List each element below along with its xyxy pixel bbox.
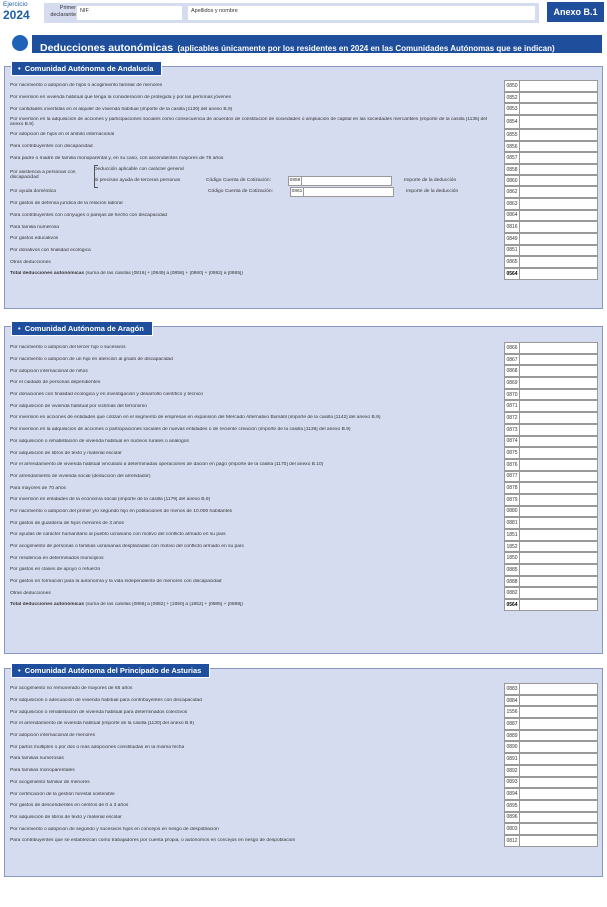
box-code: 0887 (504, 718, 520, 730)
deduction-row (10, 823, 598, 835)
amount-input[interactable] (520, 482, 598, 494)
amount-input[interactable] (520, 788, 598, 800)
deduction-label: Por inversión en vivienda habitual que tenga la consideración de protegida y por las personas jóvenes (10, 95, 232, 101)
asistencia-label: Por asistencia a personas con discapacidad (10, 170, 76, 181)
amount-input[interactable] (520, 552, 598, 564)
nif-label: NIF (80, 8, 89, 14)
deduction-label: Por adopción internacional de niños (10, 368, 88, 374)
title-sub: (aplicables únicamente por los residentes en 2024 en las Comunidades Autónomas que se indican) (177, 44, 555, 53)
deduction-label: Para familia numerosa (10, 224, 59, 230)
deduction-row (10, 129, 598, 141)
box-code: 1850 (504, 552, 520, 564)
deduction-label: Por gastos en formación para la autonomía y la vida independiente de menores con discapacidad (10, 579, 222, 585)
deduction-row (10, 389, 598, 401)
deduction-label: Por cantidades invertidas en el alquiler de vivienda habitual (importe de la casilla [1130] del anexo B.9) (10, 106, 233, 112)
amount-input[interactable] (520, 210, 598, 222)
nif-field[interactable] (77, 6, 182, 20)
deduction-row (10, 92, 598, 104)
deduction-label: Por donativos con finalidad ecológica (10, 247, 91, 253)
deduction-row (10, 587, 598, 599)
box-code: 1851 (504, 529, 520, 541)
deduction-row (10, 718, 598, 730)
deduction-row (10, 141, 598, 153)
amount-input[interactable] (520, 129, 598, 141)
box-code: 0880 (504, 506, 520, 518)
deduction-row (10, 152, 598, 164)
deduction-label: Por nacimiento o adopción del primer y/o segundo hijo en poblaciones de menos de 10.000 habitantes (10, 508, 233, 514)
amount-input[interactable] (520, 695, 598, 707)
box-code: 0864 (504, 210, 520, 222)
deduction-row (10, 777, 598, 789)
deduction-label: Por adopción internacional de menores (10, 733, 96, 739)
deduction-row (10, 800, 598, 812)
amount-input[interactable] (520, 342, 598, 354)
deduction-label: Por acogimiento no remunerado de mayores de 65 años (10, 686, 133, 692)
box-code: 0896 (504, 812, 520, 824)
box-code: 0872 (504, 412, 520, 424)
title-main: Deducciones autonómicas (40, 42, 174, 54)
deduction-label: Por inversión en la adquisición de acciones o participaciones sociales de nuevas entidades o de reciente creación (importe de la casilla [1136] del anexo B.9) (10, 427, 351, 433)
deduction-row (10, 683, 598, 695)
deduction-row (10, 354, 598, 366)
box-code: 0867 (504, 354, 520, 366)
amount-input[interactable] (520, 400, 598, 412)
total-label: Total deducciones autonómicas (10, 602, 85, 608)
deduction-label: Para padre o madre de familia monoparental y, en su caso, con ascendientes mayores de 75 años (10, 155, 224, 161)
total-label: Total deducciones autonómicas (10, 271, 85, 277)
box-code: 0877 (504, 471, 520, 483)
deduction-row (10, 233, 598, 245)
ejercicio-label: Ejercicio (3, 1, 28, 8)
box-code: 0857 (504, 152, 520, 164)
amount-input[interactable] (520, 164, 598, 175)
amount-input[interactable] (520, 424, 598, 436)
header (0, 0, 607, 26)
box-code: 1556 (504, 706, 520, 718)
amount-input[interactable] (520, 706, 598, 718)
section-title: • Comunidad Autónoma del Principado de Asturias (11, 663, 210, 678)
deduction-row (10, 541, 598, 553)
box-code: 0803 (504, 823, 520, 835)
deduction-label: Por acogimiento de personas o familias ucranianas desplazadas con motivo del conflicto armado en su país (10, 544, 244, 550)
box-code: 0875 (504, 447, 520, 459)
deduction-label: Por nacimiento o adopción de hijos o acogimiento familiar de menores (10, 83, 163, 89)
ccc-label: Código Cuenta de Cotización: (208, 189, 273, 195)
box-code: 0891 (504, 753, 520, 765)
amount-input[interactable] (520, 765, 598, 777)
box-code: 0894 (504, 788, 520, 800)
amount-input[interactable] (520, 256, 598, 268)
deduction-label: Para contribuyentes con discapacidad (10, 144, 93, 150)
section-aragon (4, 326, 603, 654)
deduction-label: Para familias monoparentales (10, 768, 75, 774)
deduction-label: Por inversión en la adquisición de acciones y participaciones sociales como consecuencia de acuerdos de constitución de sociedades o ampliación de capital en las sociedades mercantiles (importe de la casilla [1136] del anexo B.9) (10, 117, 488, 128)
ccc-code: 0861 (290, 187, 304, 197)
box-code: 0878 (504, 482, 520, 494)
deduction-row (10, 342, 598, 354)
deduction-label: Por acogimiento familiar de menores (10, 779, 90, 785)
box-code: 0856 (504, 141, 520, 153)
box-code: 0885 (504, 564, 520, 576)
title-bullet-icon (12, 35, 28, 51)
box-code: 0854 (504, 115, 520, 129)
amount-input[interactable] (520, 141, 598, 153)
deduction-label: Para contribuyentes con cónyuges o parejas de hecho con discapacidad (10, 212, 168, 218)
anexo-badge: Anexo B.1 (547, 2, 604, 22)
amount-input[interactable] (520, 730, 598, 742)
deduction-label: Por adquisición de libros de texto y material escolar (10, 814, 122, 820)
deduction-row (10, 365, 598, 377)
box-code: 0868 (504, 365, 520, 377)
total-row (10, 599, 598, 611)
deduction-row (10, 256, 598, 268)
deduction-label: Por arrendamiento de vivienda social (deducción del arrendador) (10, 473, 151, 479)
amount-input[interactable] (520, 683, 598, 695)
box-code: 0879 (504, 494, 520, 506)
amount-input[interactable] (520, 471, 598, 483)
amount-input[interactable] (520, 80, 598, 92)
deduction-label: Por residencia en determinados municipios (10, 555, 104, 561)
box-code: 0889 (504, 730, 520, 742)
amount-input[interactable] (520, 354, 598, 366)
section-title: • Comunidad Autónoma de Andalucía (11, 61, 162, 76)
deduction-row (10, 80, 598, 92)
box-code: 0893 (504, 777, 520, 789)
box-code: 0866 (504, 342, 520, 354)
deduction-row (10, 741, 598, 753)
amount-input[interactable] (520, 517, 598, 529)
box-code: 0890 (504, 741, 520, 753)
deduction-label: Para familias numerosas (10, 756, 64, 762)
box-code: 0865 (504, 256, 520, 268)
deduction-label: Por el arrendamiento de vivienda habitual (importe de la casilla [1130] del anexo B.9) (10, 721, 194, 727)
page-title (32, 35, 602, 53)
deduction-row (10, 788, 598, 800)
ccc-input[interactable] (304, 187, 394, 197)
amount-input[interactable] (520, 718, 598, 730)
box-code: 0860 (504, 175, 520, 186)
deduction-row (10, 576, 598, 588)
brace (94, 165, 98, 188)
box-code: 0895 (504, 800, 520, 812)
deduction-label: Otras deducciones (10, 259, 51, 265)
amount-input[interactable] (520, 175, 598, 186)
importe-label: Importe de la deducción (406, 189, 459, 195)
deduction-label: Por el cuidado de personas dependientes (10, 380, 101, 386)
box-code: 0812 (504, 835, 520, 847)
amount-input[interactable] (520, 800, 598, 812)
deduction-row (10, 482, 598, 494)
box-code: 0853 (504, 103, 520, 115)
deduction-label: Por adquisición o rehabilitación de vivienda habitual para determinados colectivos (10, 709, 188, 715)
total-sub-label: (suma de las casillas [0866] a [0882] + [1850] a [1852] + [0885] + [0888]) (85, 602, 244, 608)
amount-input[interactable] (520, 447, 598, 459)
deduction-row (10, 517, 598, 529)
amount-input[interactable] (520, 436, 598, 448)
amount-input[interactable] (520, 268, 598, 280)
deduction-label: Por gastos de defensa jurídica de la relación laboral (10, 201, 123, 207)
amount-input[interactable] (520, 233, 598, 245)
amount-input[interactable] (520, 599, 598, 611)
amount-input[interactable] (520, 753, 598, 765)
amount-input[interactable] (520, 186, 598, 198)
deduction-label: Otras deducciones (10, 590, 51, 596)
deduction-row (10, 835, 598, 847)
deduction-label: Por inversión en acciones de entidades que cotizan en el segmento de empresas en expansión del Mercado Alternativo Bursátil (importe de la casilla [1142] del anexo B.9) (10, 415, 381, 421)
amount-input[interactable] (520, 103, 598, 115)
amount-input[interactable] (520, 564, 598, 576)
box-code: 0863 (504, 198, 520, 210)
amount-input[interactable] (520, 92, 598, 104)
deduction-row (10, 400, 598, 412)
box-code: 0873 (504, 424, 520, 436)
box-code: 0858 (504, 164, 520, 175)
box-code: 0870 (504, 389, 520, 401)
box-code: 0876 (504, 459, 520, 471)
section-asturias (4, 668, 603, 877)
deduction-row (10, 210, 598, 222)
deduction-label: Por gastos en clases de apoyo o refuerzo (10, 567, 101, 573)
deduction-label: Por adquisición o adecuación de vivienda habitual para contribuyentes con discapacidad (10, 698, 202, 704)
deduction-row (10, 245, 598, 257)
deduction-label: Por inversión en entidades de la economía social (importe de la casilla [1179] del anexo B.9) (10, 497, 211, 503)
box-code: 0874 (504, 436, 520, 448)
deduction-row (10, 424, 598, 436)
deduction-row (10, 115, 598, 129)
box-code: 0862 (504, 186, 520, 198)
nombre-field[interactable] (188, 6, 535, 20)
amount-input[interactable] (520, 587, 598, 599)
box-code: 0883 (504, 683, 520, 695)
amount-input[interactable] (520, 198, 598, 210)
amount-input[interactable] (520, 812, 598, 824)
box-code: 0884 (504, 695, 520, 707)
nombre-label: Apellidos y nombre (191, 8, 238, 14)
importe-label: Importe de la deducción (404, 178, 457, 184)
box-code: 0852 (504, 92, 520, 104)
deduction-label: Por el arrendamiento de vivienda habitual vinculado a determinadas operaciones de dación en pago (importe de la casilla [1170] del anexo B.10) (10, 462, 324, 468)
deduction-label: Por donaciones con finalidad ecológica y en investigación y desarrollo científico y técnico (10, 392, 204, 398)
amount-input[interactable] (520, 377, 598, 389)
deduction-row (10, 753, 598, 765)
deduction-label: Por nacimiento o adopción de un hijo en atención al grado de discapacidad (10, 357, 173, 363)
box-code: 0881 (504, 517, 520, 529)
ayuda-label: Por ayuda doméstica (10, 189, 56, 195)
deduction-label: Por adquisición de vivienda habitual por víctimas del terrorismo (10, 403, 148, 409)
ccc-input[interactable] (302, 176, 392, 186)
box-code: 0869 (504, 377, 520, 389)
asistencia-row (10, 164, 598, 186)
amount-input[interactable] (520, 541, 598, 553)
deduction-row (10, 812, 598, 824)
amount-input[interactable] (520, 835, 598, 847)
deduction-row (10, 695, 598, 707)
ejercicio-year: 2024 (3, 8, 30, 22)
ayuda-row (10, 186, 598, 198)
amount-input[interactable] (520, 389, 598, 401)
box-code: 0892 (504, 765, 520, 777)
amount-input[interactable] (520, 115, 598, 129)
amount-input[interactable] (520, 741, 598, 753)
deduction-label: Por nacimiento o adopción del tercer hijo o sucesivos (10, 345, 126, 351)
box-code: 0888 (504, 576, 520, 588)
amount-input[interactable] (520, 823, 598, 835)
amount-input[interactable] (520, 777, 598, 789)
box-code: 1852 (504, 541, 520, 553)
section-title: • Comunidad Autónoma de Aragón (11, 321, 153, 336)
deduction-row (10, 529, 598, 541)
amount-input[interactable] (520, 576, 598, 588)
deduction-label: Por nacimiento o adopción de segundo y sucesivos hijos en concejos en riesgo de despoblación (10, 826, 219, 832)
amount-input[interactable] (520, 412, 598, 424)
box-code: 0564 (504, 599, 520, 611)
deduction-row (10, 198, 598, 210)
box-code: 0882 (504, 587, 520, 599)
deduction-label: Por adquisición de libros de texto y material escolar (10, 450, 122, 456)
deduction-row (10, 436, 598, 448)
deduction-row (10, 459, 598, 471)
ccc-label: Código Cuenta de Cotización: (206, 178, 271, 184)
asistencia-terceros-label: Si precisan ayuda de terceras personas (94, 178, 181, 184)
amount-input[interactable] (520, 221, 598, 233)
deduction-row (10, 221, 598, 233)
box-code: 0816 (504, 221, 520, 233)
deduction-label: Por adopción de hijos en el ámbito internacional (10, 132, 115, 138)
amount-input[interactable] (520, 152, 598, 164)
amount-input[interactable] (520, 365, 598, 377)
amount-input[interactable] (520, 529, 598, 541)
deduction-label: Por gastos de descendientes en centros de 0 a 3 años (10, 803, 129, 809)
deduction-row (10, 552, 598, 564)
deduction-row (10, 412, 598, 424)
deduction-row (10, 564, 598, 576)
box-code: 0855 (504, 129, 520, 141)
box-code: 0871 (504, 400, 520, 412)
deduction-row (10, 447, 598, 459)
total-row (10, 268, 598, 280)
box-code: 0849 (504, 233, 520, 245)
box-code: 0850 (504, 80, 520, 92)
deduction-row (10, 506, 598, 518)
deduction-row (10, 494, 598, 506)
deduction-row (10, 471, 598, 483)
deduction-label: Por partos múltiples o por dos o más adopciones constituidas en la misma fecha (10, 744, 185, 750)
deduction-label: Por ayudas de carácter humanitario al pueblo ucraniano con motivo del conflicto armado en su país (10, 532, 226, 538)
box-code: 0564 (504, 268, 520, 280)
deduction-label: Por gastos educativos (10, 236, 59, 242)
deduction-row (10, 706, 598, 718)
deduction-label: Para contribuyentes que se establezcan como trabajadores por cuenta propia, o autónomos en concejos en riesgo de despoblación (10, 838, 296, 844)
box-code: 0851 (504, 245, 520, 257)
amount-input[interactable] (520, 459, 598, 471)
deduction-label: Por adquisición o rehabilitación de vivienda habitual en núcleos rurales o análogos (10, 438, 189, 444)
deduction-label: Para mayores de 70 años (10, 485, 67, 491)
deduction-row (10, 103, 598, 115)
deduction-label: Por gastos de guardería de hijos menores de 3 años (10, 520, 124, 526)
deduction-label: Por certificación de la gestión forestal sostenible (10, 791, 115, 797)
deduction-row (10, 765, 598, 777)
deduction-row (10, 730, 598, 742)
amount-input[interactable] (520, 245, 598, 257)
asistencia-general-label: Deducción aplicable con carácter general (94, 167, 184, 173)
ccc-code: 0859 (288, 176, 302, 186)
amount-input[interactable] (520, 506, 598, 518)
section-andalucia (4, 66, 603, 309)
declarante-label: Primer declarante (50, 5, 76, 18)
total-sub-label: (suma de las casillas [0816] + [0849] a [0858] + [0860] + [0862] a [0865]) (85, 271, 244, 277)
deduction-row (10, 377, 598, 389)
amount-input[interactable] (520, 494, 598, 506)
